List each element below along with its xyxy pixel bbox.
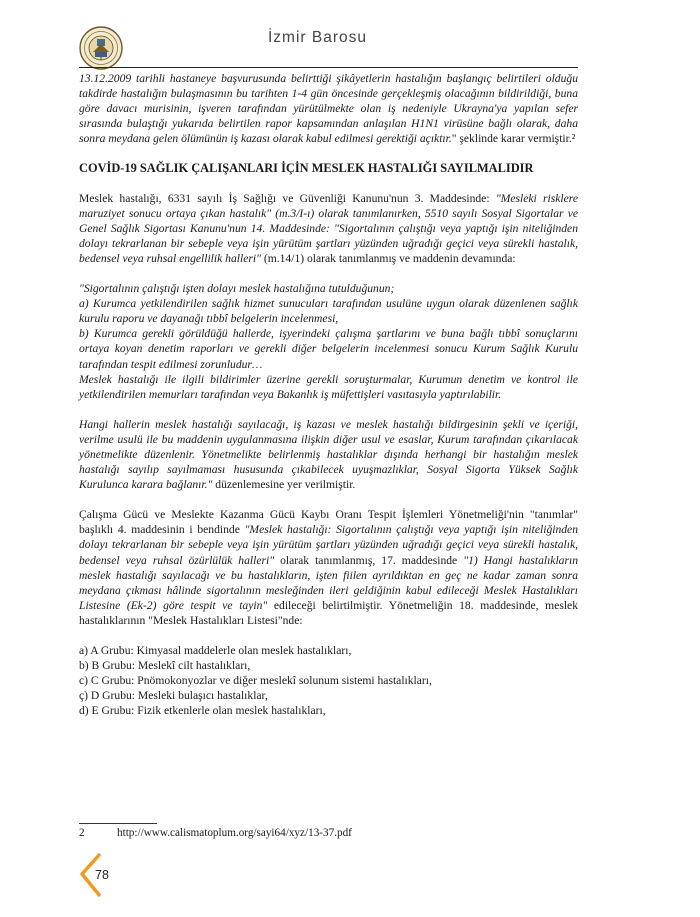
bylaw-text-e: edileceği belirtilmiştir. Yönetmeliğin 18. maddesinde, meslek hastalıklarının "Meslek Hastalıkları Listesi"nde: <box>79 598 578 627</box>
paragraph-court-decision <box>79 71 578 146</box>
bylaw-quote-b: "Meslek hastalığı: Sigortalının çalıştığı veya yaptığı işin niteliğinden dolayı tekrarlanan bir sebeple veya işin yürütüm şartları yüzünden uğradığı geçici veya sürekli hastalık, bedensel veya ruhsal özürlülük halleri" <box>79 523 578 567</box>
paragraph-definition <box>79 191 578 266</box>
definition-intro: Meslek hastalığı, 6331 sayılı İş Sağlığı ve Güvenliği Kanunu'nun 3. Maddesinde: <box>79 191 496 205</box>
list-item: a) A Grubu: Kimyasal maddelerle olan meslek hastalıkları, <box>79 644 352 657</box>
definition-tail: (m.14/1) olarak tanımlanmış ve maddenin devamında: <box>260 251 516 265</box>
page-number: 78 <box>95 868 109 882</box>
list-item: b) B Grubu: Meslekî cilt hastalıkları, <box>79 659 251 673</box>
bylaw-text-a: Çalışma Gücü ve Meslekte Kazanma Gücü Kaybı Oranı Tespit İşlemleri Yönetmeliği'nin "tanımlar" başlıklı 4. maddesinin i bendinde <box>79 508 578 537</box>
list-item: ç) D Grubu: Mesleki bulaşıcı hastalıklar, <box>79 689 268 703</box>
footnote <box>79 827 578 839</box>
disease-group-list <box>79 643 578 718</box>
list-item: c) C Grubu: Pnömokonyozlar ve diğer meslekî solunum sistemi hastalıkları, <box>79 674 432 688</box>
bylaw-quote-d: "1) Hangi hastalıkların meslek hastalığı sayılacağı ve bu hastalıkların, işten fiilen ayrıldıktan en geç ne kadar zaman sonra meydana çıkması hâlinde sigortalının mesleğinden ileri geldiğinin kabul edileceği Meslek Hastalıkları Listesine (Ek-2) göre tespit ve tayin" <box>79 553 579 612</box>
page-header <box>0 0 700 70</box>
paragraph-regulation <box>79 417 578 492</box>
definition-quote: "Mesleki risklere maruziyet sonucu ortaya çıkan hastalık" (m.3/I-ı) olarak tanımlanırken, 5510 sayılı Sosyal Sigortalar ve Genel Sağlık Sigortası Kanunu'nun 14. Maddesinde: "Sigortalının çalıştığı veya yaptığı işin niteliğinden dolayı tekrarlanan bir sebeple veya işin yürütüm şartları yüzünden uğradığı geçici veya sürekli hastalık, bedensel veya ruhsal engellilik halleri" <box>79 191 578 265</box>
regulation-quote: Hangi hallerin meslek hastalığı sayılacağı, iş kazası ve meslek hastalığı bildirgesinin şekli ve içeriği, verilme usulü ile bu maddenin uygulanmasına ilişkin diğer usul ve esaslar, Kurum tarafından çıkarılacak yönetmelikte düzenlenir. Yönetmelikte belirlenmiş hastalıklar dışında herhangi bir hastalığın meslek hastalığı sayılıp sayılmaması hususunda çıkabilecek uyuşmazlıklar, Sosyal Sigorta Yüksek Sağlık Kurulunca karara bağlanır." <box>79 417 578 492</box>
court-decision-quote: 13.12.2009 tarihli hastaneye başvurusunda belirttiği şikâyetlerin hastalığın başlangıç belirtileri olduğu takdirde hastalığın bulaşmasının bu tarihten 1-4 gün öncesinde gerçekleşmiş olacağının bildirildiği, buna göre davacı murisinin, işveren tarafından yürütülmekte olan iş nedeniyle Ukrayna'ya yapılan sefer sırasında bulaştığı yukarıda belirtilen rapor kapsamından anlaşılan H1N1 virüsüne bağlı olarak, daha sonra meydana gelen ölümünün iş kazası olarak kabul edilmesi gerektiği açıktır. <box>79 72 578 146</box>
quote-line: a) Kurumca yetkilendirilen sağlık hizmet sunucuları tarafından usulüne uygun olarak düzenlenen sağlık kurulu raporu ve dayanağı tıbbî belgelerin incelenmesi, <box>79 297 578 326</box>
footnote-rule <box>79 823 157 824</box>
page-body <box>79 71 578 718</box>
quote-line: "Sigortalının çalıştığı işten dolayı meslek hastalığına tutulduğunun; <box>79 282 395 296</box>
court-decision-tail: " şeklinde karar vermiştir.² <box>451 132 576 146</box>
quote-line: b) Kurumca gerekli görüldüğü hallerde, işyerindeki çalışma şartlarını ve buna bağlı tıbbî sonuçlarını ortaya koyan denetim raporları ve gerekli diğer belgelerin incelenmesi sonucu Kurum Sağlık Kurulu tarafından tespit edilmesi zorunludur… <box>79 327 578 371</box>
paragraph-bylaw <box>79 507 578 628</box>
header-title: İzmir Barosu <box>268 29 367 46</box>
bylaw-text-c: olarak tanımlanmış, 17. maddesinde <box>274 553 464 567</box>
list-item: d) E Grubu: Fizik etkenlerle olan meslek hastalıkları, <box>79 704 326 718</box>
section-heading: COVİD-19 SAĞLIK ÇALIŞANLARI İÇİN MESLEK HASTALIĞI SAYILMALIDIR <box>79 161 534 176</box>
quote-line: Meslek hastalığı ile ilgili bildirimler üzerine gerekli soruşturmalar, Kurumun denetim ve kontrol ile yetkilendirilen memurları tarafından veya Bakanlık iş müfettişleri vasıtasıyla yaptırılabilir. <box>79 372 578 401</box>
izmir-bar-association-seal-icon <box>79 26 123 70</box>
regulation-tail: düzenlemesine yer verilmiştir. <box>212 478 356 492</box>
header-rule <box>79 67 578 68</box>
footnote-link[interactable]: http://www.calismatoplum.org/sayi64/xyz/13-37.pdf <box>117 827 352 839</box>
footnote-number: 2 <box>79 827 85 839</box>
